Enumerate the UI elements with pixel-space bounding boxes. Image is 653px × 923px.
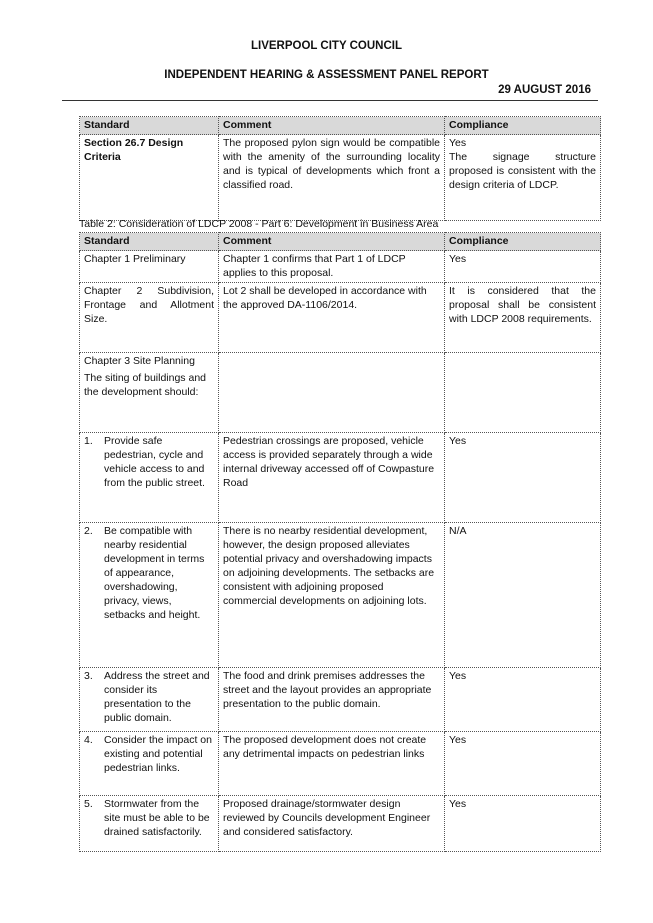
header-rule (62, 100, 598, 101)
standard-cell (80, 353, 219, 433)
compliance-cell: Yes (445, 796, 601, 852)
item-text: Be compatible with nearby residential development in terms of appearance, overshadowing, privacy, views, setbacks and height. (104, 525, 205, 621)
compliance-cell (445, 135, 601, 221)
comment-cell: Chapter 1 confirms that Part 1 of LDCP applies to this proposal. (219, 251, 445, 283)
comment-cell: Proposed drainage/stormwater design reviewed by Councils development Engineer and considered satisfactory. (219, 796, 445, 852)
compliance-cell: It is considered that the proposal shall be consistent with LDCP 2008 requirements. (445, 283, 601, 353)
item-number: 4. (84, 734, 93, 746)
comment-cell: Lot 2 shall be developed in accordance with the approved DA-1106/2014. (219, 283, 445, 353)
standard-cell (80, 732, 219, 796)
item-number: 2. (84, 525, 93, 537)
table-row (80, 732, 601, 796)
table-row (80, 523, 601, 668)
item-number: 3. (84, 670, 93, 682)
comment-cell: Pedestrian crossings are proposed, vehicle access is provided separately through a wide internal driveway accessed off of Cowpasture Road (219, 433, 445, 523)
council-name: LIVERPOOL CITY COUNCIL (250, 40, 402, 52)
column-header-comment: Comment (219, 233, 445, 251)
comment-cell: The food and drink premises addresses the street and the layout provides an appropriate presentation to the public domain. (219, 668, 445, 732)
compliance-cell: Yes (445, 668, 601, 732)
standard-cell (80, 523, 219, 668)
standard-cell (80, 668, 219, 732)
table-row (80, 283, 601, 353)
compliance-status: Yes (449, 137, 467, 149)
item-text: Address the street and consider its presentation to the public domain. (104, 670, 210, 724)
table-row (80, 135, 601, 221)
column-header-standard: Standard (80, 117, 219, 135)
item-number: 1. (84, 435, 93, 447)
item-text: Consider the impact on existing and potential pedestrian links. (104, 734, 212, 774)
standard-cell: Chapter 2 Subdivision, Frontage and Allotment Size. (80, 283, 219, 353)
column-header-comment: Comment (219, 117, 445, 135)
table-row (80, 251, 601, 283)
table-row (80, 796, 601, 852)
chapter-intro: The siting of buildings and the development should: (84, 372, 206, 398)
standard-cell (80, 433, 219, 523)
comment-cell (219, 353, 445, 433)
report-title: INDEPENDENT HEARING & ASSESSMENT PANEL REPORT (164, 69, 489, 81)
ldcp-consideration-table (79, 232, 601, 852)
table-caption: Table 2: Consideration of LDCP 2008 - Part 6: Development in Business Area (79, 218, 439, 230)
table-header-row (80, 117, 601, 135)
compliance-cell: Yes (445, 251, 601, 283)
table-row (80, 353, 601, 433)
table-row (80, 668, 601, 732)
compliance-note: The signage structure proposed is consistent with the design criteria of LDCP. (449, 151, 596, 191)
column-header-compliance: Compliance (445, 117, 601, 135)
comment-cell: The proposed development does not create any detrimental impacts on pedestrian links (219, 732, 445, 796)
standard-cell: Chapter 1 Preliminary (80, 251, 219, 283)
column-header-standard: Standard (80, 233, 219, 251)
standard-cell: Section 26.7 Design Criteria (80, 135, 219, 221)
item-text: Stormwater from the site must be able to be drained satisfactorily. (104, 798, 210, 838)
report-date: 29 AUGUST 2016 (498, 84, 591, 96)
table-row (80, 433, 601, 523)
table-header-row (80, 233, 601, 251)
compliance-cell: N/A (445, 523, 601, 668)
standard-cell (80, 796, 219, 852)
design-criteria-table (79, 116, 601, 221)
column-header-compliance: Compliance (445, 233, 601, 251)
chapter-title: Chapter 3 Site Planning (84, 355, 195, 367)
compliance-cell (445, 353, 601, 433)
item-text: Provide safe pedestrian, cycle and vehicle access to and from the public street. (104, 435, 205, 489)
item-number: 5. (84, 798, 93, 810)
comment-cell: There is no nearby residential development, however, the design proposed alleviates potential privacy and overshadowing impacts on adjoining developments. The setbacks are consistent with adjoining proposed commercial developments on adjoining lots. (219, 523, 445, 668)
comment-cell: The proposed pylon sign would be compatible with the amenity of the surrounding locality and is typical of developments which front a classified road. (219, 135, 445, 221)
compliance-cell: Yes (445, 732, 601, 796)
compliance-cell: Yes (445, 433, 601, 523)
